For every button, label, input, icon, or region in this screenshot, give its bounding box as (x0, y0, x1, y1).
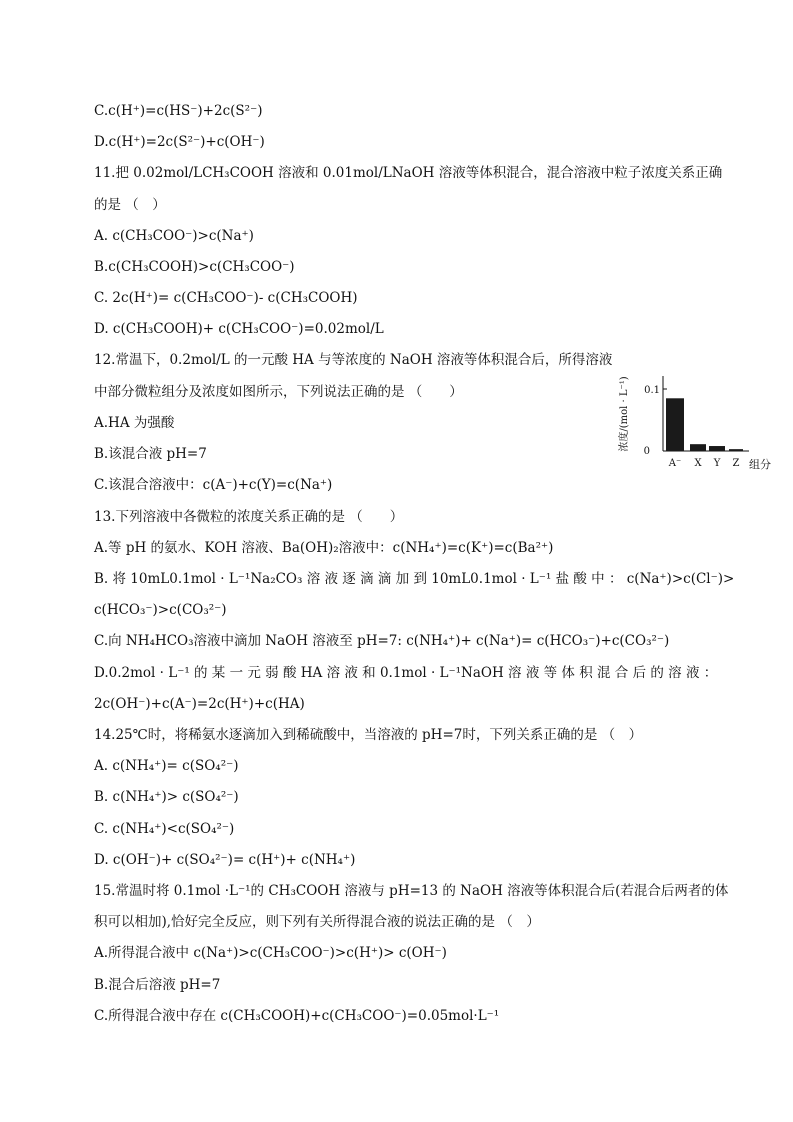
q13-option-b-cont: c(HCO₃⁻)>c(CO₃²⁻) (94, 602, 227, 618)
q11-option-d: D. c(CH₃COOH)+ c(CH₃COO⁻)=0.02mol/L (94, 321, 384, 337)
q14-option-c: C. c(NH₄⁺)<c(SO₄²⁻) (94, 821, 235, 837)
q13-option-b: B. 将 10mL0.1mol · L⁻¹Na₂CO₃ 溶 液 逐 滴 滴 加 到 10mL0.1mol · L⁻¹ 盐 酸 中 ： c(Na⁺)>c(Cl⁻)> (94, 571, 735, 587)
q14-option-d: D. c(OH⁻)+ c(SO₄²⁻)= c(H⁺)+ c(NH₄⁺) (94, 852, 356, 868)
q11-option-a: A. c(CH₃COO⁻)>c(Na⁺) (94, 228, 254, 244)
bar-0 (666, 398, 684, 451)
q15-stem: 15.常温时将 0.1mol ·L⁻¹的 CH₃COOH 溶液与 pH=13 的 NaOH 溶液等体积混合后(若混合后两者的体 (94, 883, 729, 899)
bar-1 (690, 444, 706, 451)
q15-option-b: B.混合后溶液 pH=7 (94, 977, 221, 993)
q14-option-a: A. c(NH₄⁺)= c(SO₄²⁻) (94, 758, 239, 774)
q13-option-a: A.等 pH 的氨水、KOH 溶液、Ba(OH)₂溶液中：c(NH₄⁺)=c(K⁺)=c(Ba²⁺) (94, 540, 554, 556)
bar-3 (729, 449, 743, 451)
x-tick-label-2: Y (713, 458, 721, 469)
q13-option-d: D.0.2mol · L⁻¹ 的 某 一 元 弱 酸 HA 溶 液 和 0.1mol · L⁻¹NaOH 溶 液 等 体 积 混 合 后 的 溶 液 ： (94, 665, 718, 681)
q12-option-b: B.该混合液 pH=7 (94, 446, 207, 462)
q11-stem: 11.把 0.02mol/LCH₃COOH 溶液和 0.01mol/LNaOH 溶液等体积混合，混合溶液中粒子浓度关系正确 (94, 165, 723, 181)
q11-option-b: B.c(CH₃COOH)>c(CH₃COO⁻) (94, 259, 295, 275)
q15-option-a: A.所得混合液中 c(Na⁺)>c(CH₃COO⁻)>c(H⁺)> c(OH⁻) (94, 945, 447, 961)
q12-stem: 12.常温下，0.2mol/L 的一元酸 HA 与等浓度的 NaOH 溶液等体积混合后，所得溶液 (94, 352, 613, 368)
q12-option-c: C.该混合溶液中：c(A⁻)+c(Y)=c(Na⁺) (94, 477, 333, 493)
q15-option-c: C.所得混合液中存在 c(CH₃COOH)+c(CH₃COO⁻)=0.05mol·L⁻¹ (94, 1008, 500, 1024)
q10-option-c: C.c(H⁺)=c(HS⁻)+2c(S²⁻) (94, 103, 263, 119)
q14-stem: 14.25℃时，将稀氨水逐滴加入到稀硫酸中，当溶液的 pH=7时，下列关系正确的是 （ ） (94, 727, 643, 743)
y-tick-zero: 0 (643, 446, 650, 457)
q13-option-d-cont: 2c(OH⁻)+c(A⁻)=2c(H⁺)+c(HA) (94, 696, 305, 712)
q11-stem-cont: 的是 （ ） (94, 197, 166, 213)
q12-option-a: A.HA 为强酸 (94, 415, 175, 431)
y-tick-top: 0.1 (644, 385, 660, 396)
concentration-bar-chart (612, 370, 790, 480)
bar-2 (709, 446, 725, 451)
q13-stem: 13.下列溶液中各微粒的浓度关系正确的是 （ ） (94, 509, 404, 525)
q14-option-b: B. c(NH₄⁺)> c(SO₄²⁻) (94, 789, 239, 805)
y-axis-label: 浓度/(mol · L⁻¹) (619, 376, 630, 452)
q12-stem-cont: 中部分微粒组分及浓度如图所示，下列说法正确的是 （ ） (94, 384, 463, 400)
x-tick-label-1: X (694, 458, 702, 469)
q10-option-d: D.c(H⁺)=2c(S²⁻)+c(OH⁻) (94, 134, 265, 150)
q11-option-c: C. 2c(H⁺)= c(CH₃COO⁻)- c(CH₃COOH) (94, 290, 358, 306)
x-tick-label-0: A⁻ (668, 458, 682, 469)
x-axis-label: 组分 (749, 458, 771, 471)
x-tick-label-3: Z (732, 458, 740, 469)
q15-stem-cont: 积可以相加),恰好完全反应，则下列有关所得混合液的说法正确的是 （ ） (94, 914, 540, 930)
q13-option-c: C.向 NH₄HCO₃溶液中滴加 NaOH 溶液至 pH=7: c(NH₄⁺)+ c(Na⁺)= c(HCO₃⁻)+c(CO₃²⁻) (94, 633, 670, 649)
